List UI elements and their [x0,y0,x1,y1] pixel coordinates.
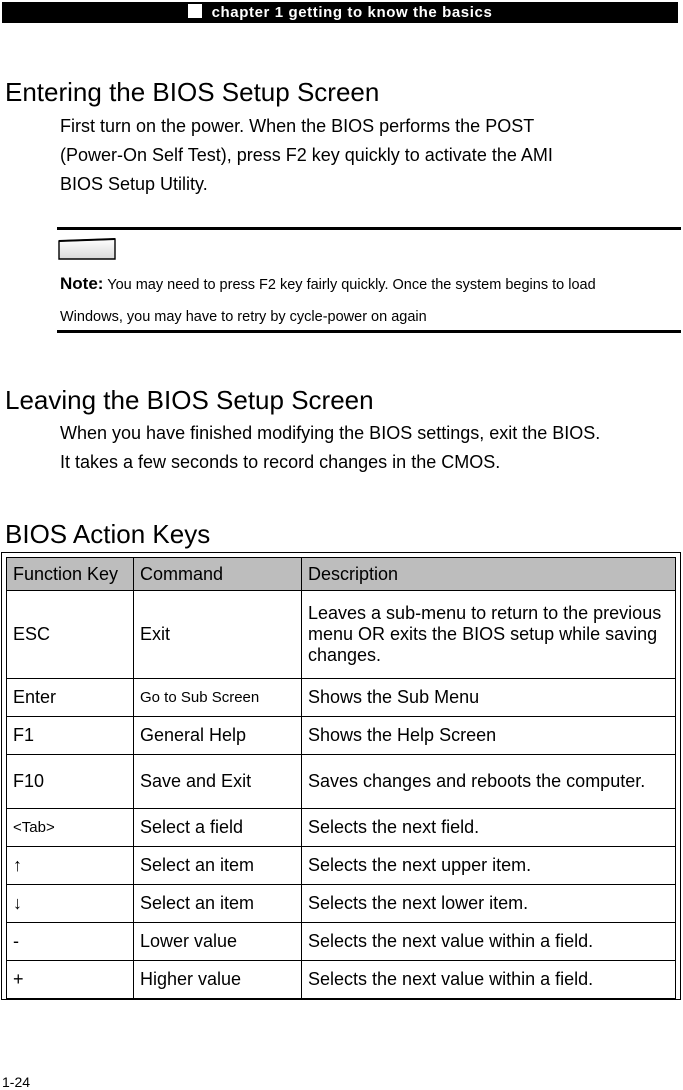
key-cell: Enter [7,679,134,717]
key-cell: F10 [7,755,134,809]
key-cell: ↑ [7,847,134,885]
command-cell: Save and Exit [134,755,302,809]
key-cell: ↓ [7,885,134,923]
leaving-bios-paragraph [60,419,600,477]
paragraph-line: First turn on the power. When the BIOS performs the POST [60,116,535,136]
note-text: You may need to press F2 key fairly quickly. Once the system begins to load [107,277,596,293]
command-cell: General Help [134,717,302,755]
description-cell: Selects the next value within a field. [302,923,676,961]
description-cell: Selects the next lower item. [302,885,676,923]
command-cell: Select an item [134,885,302,923]
note-text-line-2: Windows, you may have to retry by cycle-power on again [60,309,427,325]
entering-bios-paragraph [60,112,553,199]
column-header-function-key: Function Key [7,558,134,591]
table-row [7,809,676,847]
paragraph-line: It takes a few seconds to record changes in the CMOS. [60,452,501,472]
key-cell: ESC [7,591,134,679]
description-cell: Saves changes and reboots the computer. [302,755,676,809]
description-cell: Shows the Sub Menu [302,679,676,717]
heading-entering-bios: Entering the BIOS Setup Screen [5,77,380,107]
table-row [7,885,676,923]
chapter-title: chapter 1 getting to know the basics [211,4,493,21]
note-tab-icon [58,238,116,260]
table-row [7,847,676,885]
command-cell: Exit [134,591,302,679]
table-row [7,591,676,679]
command-cell: Higher value [134,961,302,999]
note-text-line-1 [60,274,596,294]
note-top-rule [57,227,681,230]
heading-action-keys: BIOS Action Keys [5,519,211,549]
key-cell: + [7,961,134,999]
column-header-description: Description [302,558,676,591]
table-row [7,717,676,755]
description-cell: Selects the next field. [302,809,676,847]
key-cell: F1 [7,717,134,755]
command-cell: Select a field [134,809,302,847]
paragraph-line: When you have finished modifying the BIOS settings, exit the BIOS. [60,423,601,443]
command-cell: Go to Sub Screen [134,679,302,717]
key-cell: <Tab> [7,809,134,847]
description-cell: Selects the next value within a field. [302,961,676,999]
column-header-command: Command [134,558,302,591]
paragraph-line: (Power-On Self Test), press F2 key quickly to activate the AMI [60,145,553,165]
table-row [7,923,676,961]
description-cell: Shows the Help Screen [302,717,676,755]
table-row [7,961,676,999]
paragraph-line: BIOS Setup Utility. [60,174,208,194]
page-number: 1-24 [2,1074,31,1090]
table-header-row [7,558,676,591]
note-label: Note: [60,274,104,293]
description-cell: Leaves a sub-menu to return to the previous menu OR exits the BIOS setup while saving changes. [302,591,676,679]
description-cell: Selects the next upper item. [302,847,676,885]
heading-leaving-bios: Leaving the BIOS Setup Screen [5,385,374,415]
square-bullet-icon [188,4,202,18]
command-cell: Lower value [134,923,302,961]
chapter-header-bar [2,2,678,23]
note-bottom-rule [57,330,681,333]
key-cell: - [7,923,134,961]
action-keys-table [1,552,681,1000]
table-row [7,755,676,809]
command-cell: Select an item [134,847,302,885]
table-row [7,679,676,717]
